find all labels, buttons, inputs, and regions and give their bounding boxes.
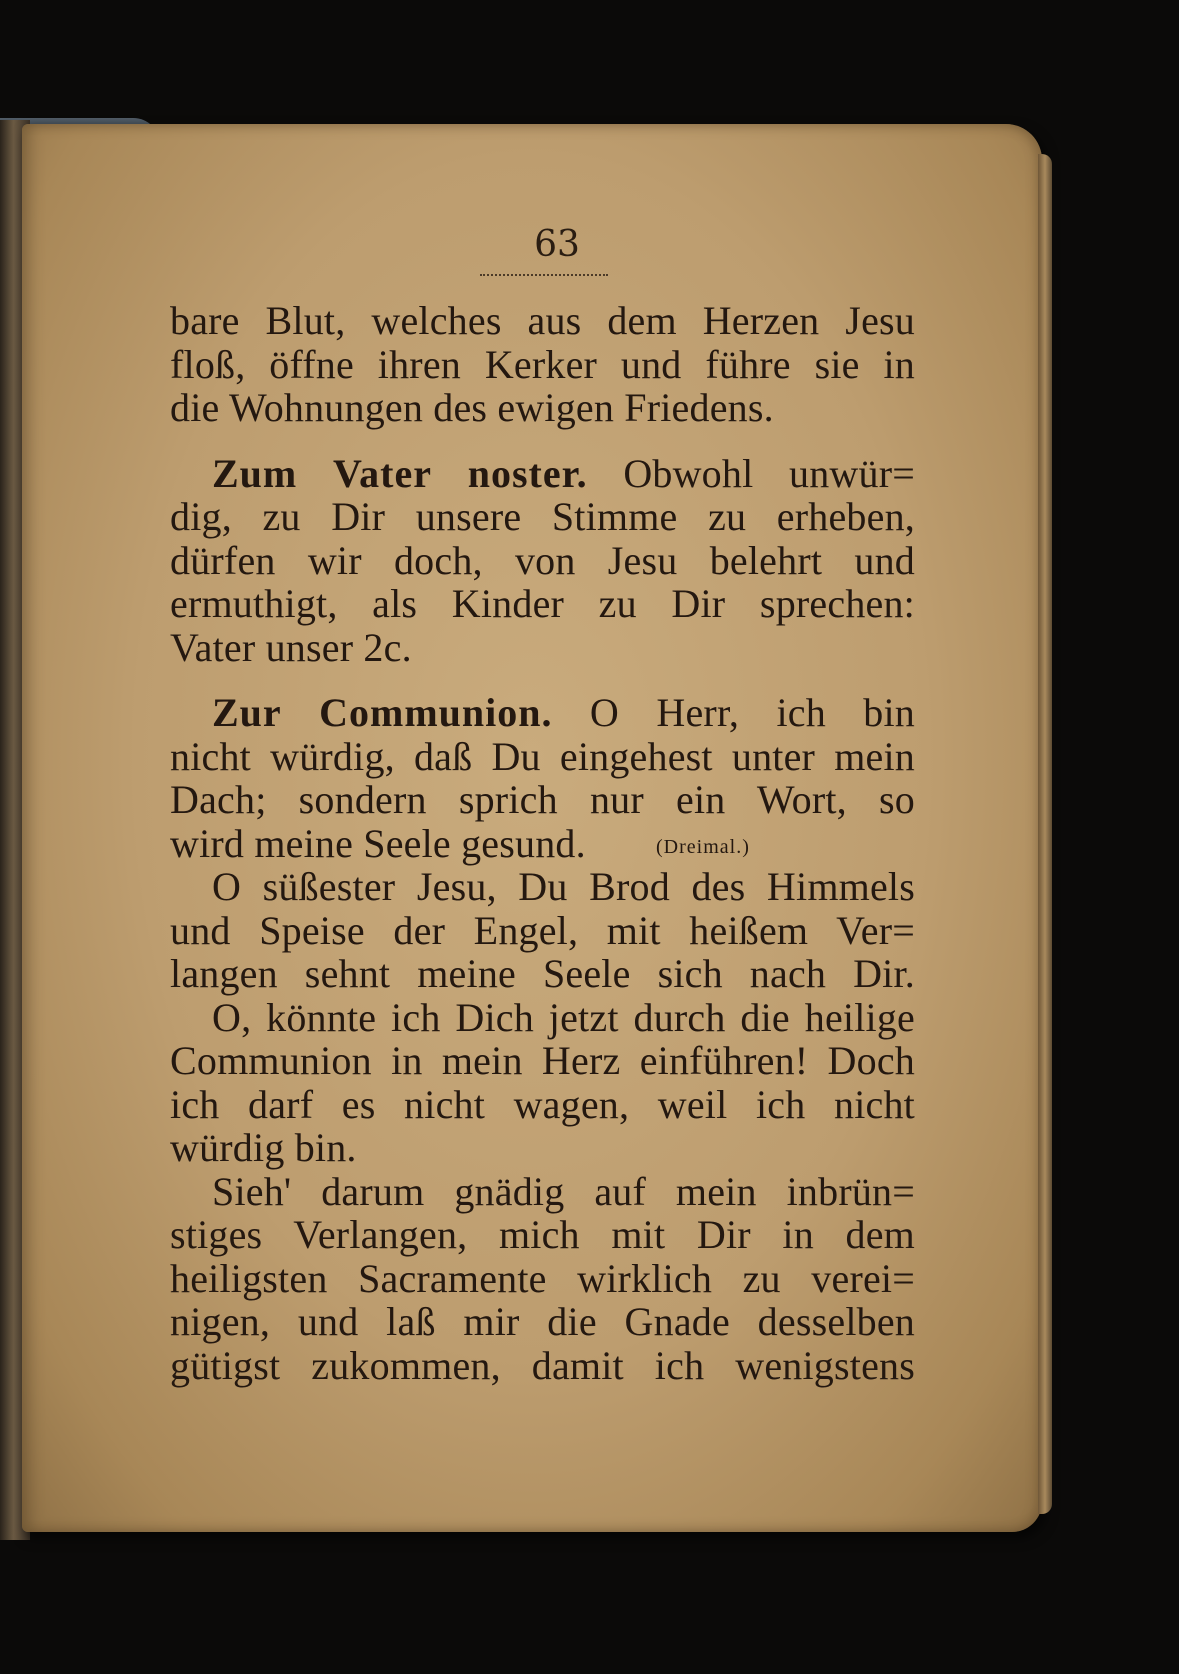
text-span: O Herr, ich bin bbox=[589, 690, 916, 735]
text-span: wird meine Seele gesund. bbox=[170, 820, 586, 866]
page-text bbox=[170, 299, 915, 1387]
page-number-rule bbox=[480, 274, 608, 276]
text-line: ermuthigt, als Kinder zu Dir sprechen: bbox=[170, 581, 915, 626]
text-line: bare Blut, welches aus dem Herzen Jesu bbox=[170, 298, 915, 343]
text-line: ich darf es nicht wagen, weil ich nicht bbox=[170, 1081, 915, 1127]
text-line: Dach; sondern sprich nur ein Wort, so bbox=[170, 777, 915, 822]
text-line: heiligsten Sacramente wirklich zu verei= bbox=[170, 1255, 915, 1301]
text-span: Obwohl unwür= bbox=[623, 450, 915, 496]
text-line: dürfen wir doch, von Jesu belehrt und bbox=[170, 537, 915, 583]
text-line bbox=[170, 691, 915, 735]
text-line: gütigst zukommen, damit ich wenigstens bbox=[170, 1342, 915, 1388]
section-heading: Zum Vater noster. bbox=[212, 450, 588, 496]
text-line: dig, zu Dir unsere Stimme zu erheben, bbox=[170, 494, 915, 539]
text-line: Sieh' darum gnädig auf mein inbrün= bbox=[212, 1168, 915, 1214]
rubric-note: (Dreimal.) bbox=[656, 835, 750, 858]
text-line bbox=[170, 452, 915, 496]
text-line: die Wohnungen des ewigen Friedens. bbox=[170, 385, 774, 430]
book-page bbox=[22, 124, 1042, 1532]
text-line: O, könnte ich Dich jetzt durch die heilige bbox=[212, 994, 915, 1040]
text-line: O süßester Jesu, Du Brod des Himmels bbox=[212, 864, 915, 909]
text-line: würdig bin. bbox=[170, 1125, 357, 1170]
text-line: nicht würdig, daß Du eingehest unter mein bbox=[170, 733, 915, 779]
text-line: langen sehnt meine Seele sich nach Dir. bbox=[170, 951, 915, 996]
section-heading: Zur Communion. bbox=[212, 690, 553, 735]
text-line: stiges Verlangen, mich mit Dir in dem bbox=[170, 1212, 915, 1257]
text-line bbox=[170, 822, 915, 866]
text-line: nigen, und laß mir die Gnade desselben bbox=[170, 1299, 915, 1344]
page-number: 63 bbox=[534, 224, 580, 265]
text-line: floß, öffne ihren Kerker und führe sie in bbox=[170, 341, 915, 387]
text-line: Communion in mein Herz einführen! Doch bbox=[170, 1038, 915, 1083]
text-line: und Speise der Engel, mit heißem Ver= bbox=[170, 907, 915, 953]
text-line: Vater unser 2c. bbox=[170, 624, 412, 670]
page-edge bbox=[1038, 154, 1052, 1514]
